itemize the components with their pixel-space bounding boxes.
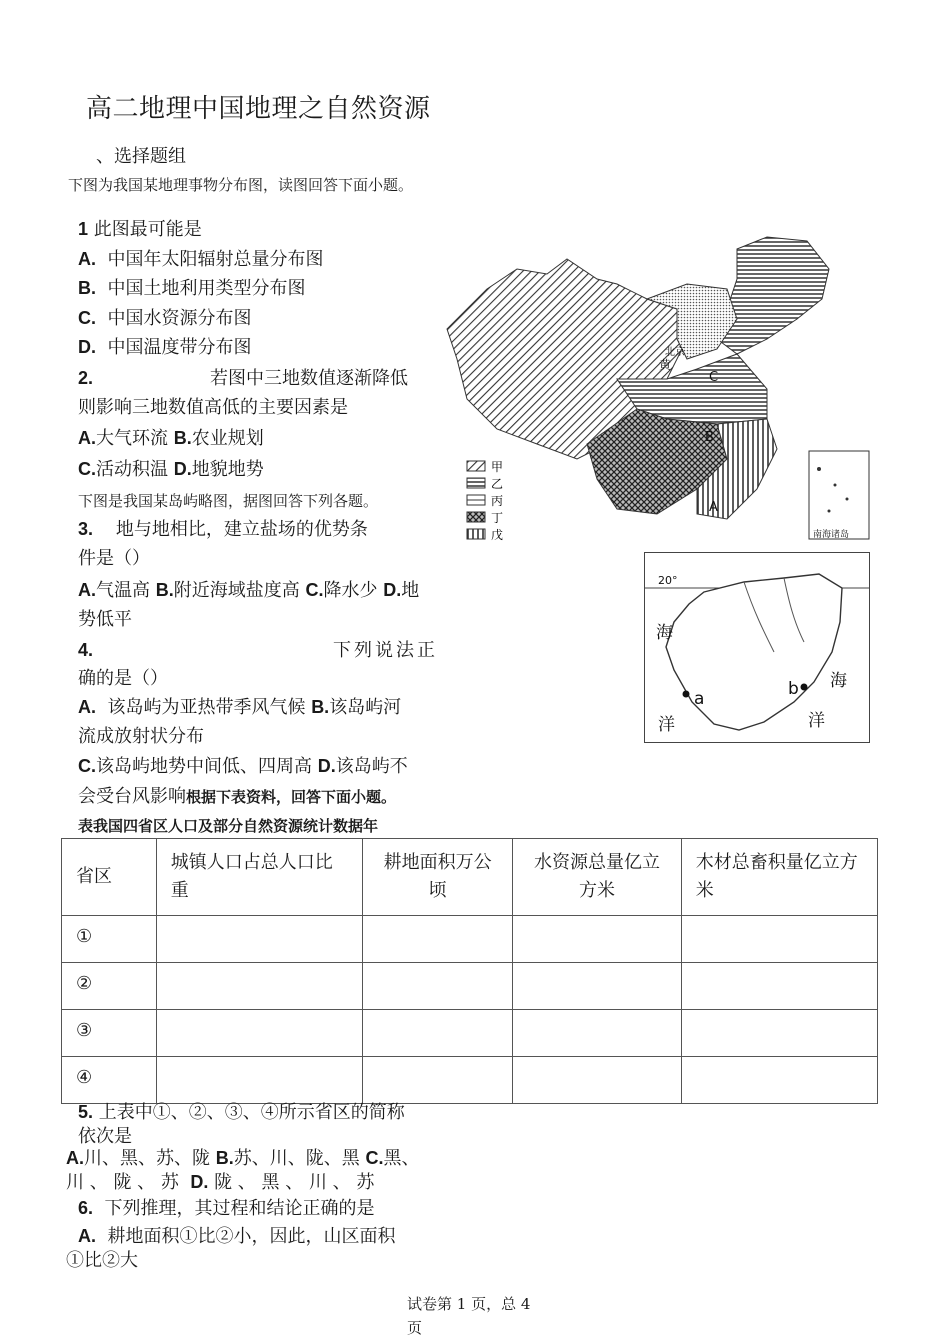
island-dot	[834, 484, 837, 487]
table-cell	[681, 1057, 877, 1104]
question-number: 3.	[78, 519, 94, 539]
question-1	[78, 215, 202, 244]
q1-option-b[interactable]	[78, 274, 305, 303]
question-number: 2.	[78, 368, 94, 388]
table-cell	[156, 963, 362, 1010]
table-header-cell: 水资源总量亿立方米	[513, 839, 681, 916]
table-cell	[513, 1010, 681, 1057]
option-key: A.	[78, 428, 96, 448]
table-cell	[513, 1057, 681, 1104]
data-table	[61, 838, 878, 1104]
question-3-stem-cont: 件是（）	[78, 548, 150, 569]
q4-options-ab[interactable]	[78, 693, 401, 722]
question-4-stem-cont: 确的是（）	[78, 668, 168, 689]
question-stem: 此图最可能是	[93, 219, 202, 240]
sea-label-left: 海	[656, 623, 673, 643]
q2-options-ab[interactable]	[78, 424, 264, 453]
option-text: 该岛屿不	[335, 756, 408, 777]
question-4-stem: 下列说法正	[333, 640, 438, 661]
legend-label: 甲	[491, 460, 504, 474]
ocean-label-left: 洋	[658, 715, 675, 735]
table-cell	[362, 1057, 512, 1104]
table-header-cell: 省区	[62, 839, 157, 916]
question-4-number	[78, 636, 93, 665]
legend-swatch-ding	[467, 512, 485, 522]
option-key: C.	[78, 756, 96, 776]
option-text: 气温高	[96, 580, 150, 601]
table-cell: ②	[62, 963, 157, 1010]
table-header-cell: 木材总畜积量亿立方米	[681, 839, 877, 916]
point-b-marker	[801, 684, 808, 691]
q6-option-a-cont: ①比②大	[66, 1250, 138, 1271]
question-stem: 地与地相比，建立盐场的优势条	[115, 519, 368, 540]
option-key: C.	[305, 580, 324, 600]
legend-swatch-wu	[467, 529, 485, 539]
intro-text-3: 根据下表资料，回答下面小题。	[186, 788, 397, 806]
table-cell: ④	[62, 1057, 157, 1104]
table-cell	[362, 916, 512, 963]
table-cell	[513, 916, 681, 963]
option-text: 地	[401, 580, 420, 601]
latitude-label: 20°	[658, 574, 678, 587]
q4-options-cd-cont	[78, 782, 396, 812]
table-cell	[681, 916, 877, 963]
option-key: B.	[155, 580, 174, 600]
question-3	[78, 515, 368, 544]
option-key: A.	[78, 580, 96, 600]
table-header-row	[62, 839, 878, 916]
question-number: 4.	[78, 640, 94, 660]
table-row	[62, 963, 878, 1010]
option-text: 降水少	[323, 580, 378, 601]
option-text: 附近海域盐度高	[173, 580, 300, 601]
option-text: 该岛屿地势中间低、四周高	[96, 756, 312, 777]
legend-swatch-jia	[467, 461, 485, 471]
q1-option-c[interactable]	[78, 304, 251, 333]
q1-option-d[interactable]	[78, 333, 251, 362]
option-key: A.	[66, 1148, 84, 1168]
question-2-stem-cont: 则影响三地数值高低的主要因素是	[78, 397, 348, 418]
intro-text-2: 下图是我国某岛屿略图，据图回答下列各题。	[78, 492, 379, 510]
table-cell	[681, 963, 877, 1010]
map-label-beijing: 北京	[665, 347, 685, 358]
legend-label: 丙	[491, 494, 504, 508]
option-key: D.	[78, 337, 96, 357]
q5-options-d[interactable]	[66, 1168, 374, 1197]
china-distribution-map	[437, 229, 871, 549]
option-key: C.	[78, 459, 96, 479]
option-key: D.	[190, 1172, 209, 1192]
table-cell: ①	[62, 916, 157, 963]
nanhai-label: 南海诸岛	[813, 530, 850, 540]
map-label-huang: 黄	[659, 358, 672, 372]
option-text: 活动积温	[96, 459, 168, 480]
option-text: 中国年太阳辐射总量分布图	[107, 249, 324, 270]
table-cell	[513, 963, 681, 1010]
option-key: D.	[173, 459, 192, 479]
point-a-label: a	[694, 689, 705, 709]
option-text: 该岛屿河	[329, 697, 402, 718]
option-key: B.	[173, 428, 192, 448]
island-dot	[817, 467, 821, 471]
option-key: C.	[365, 1148, 384, 1168]
option-text: 黑、	[383, 1148, 420, 1169]
table-row	[62, 1010, 878, 1057]
option-key: C.	[78, 308, 96, 328]
table-cell	[156, 1057, 362, 1104]
option-text: 中国土地利用类型分布图	[107, 278, 306, 299]
question-2-number	[78, 364, 93, 393]
option-text: 该岛屿为亚热带季风气候	[107, 697, 306, 718]
option-key: B.	[78, 278, 96, 298]
map-label-b: B	[705, 430, 714, 445]
table-caption: 表我国四省区人口及部分自然资源统计数据年	[78, 817, 379, 835]
legend-label: 乙	[491, 477, 504, 491]
sea-label-right: 海	[830, 671, 847, 691]
point-b-label: b	[788, 679, 799, 699]
island-sketch-map	[644, 552, 870, 743]
map-label-a: A	[709, 500, 718, 515]
page-footer: 试卷第 1 页，总 4 页	[407, 1295, 531, 1337]
option-text: 中国温度带分布图	[107, 337, 252, 358]
question-2-stem: 若图中三地数值逐渐降低	[210, 368, 408, 389]
option-text: 农业规划	[191, 428, 264, 449]
table-row	[62, 1057, 878, 1104]
legend-label: 丁	[491, 511, 504, 525]
option-key: D.	[317, 756, 336, 776]
island-dot	[828, 510, 831, 513]
option-text: 陇 、 黑 、 川 、 苏	[214, 1172, 375, 1193]
q3-options[interactable]	[78, 576, 419, 605]
page-title: 高二地理中国地理之自然资源	[86, 94, 431, 124]
option-text: 中国水资源分布图	[107, 308, 252, 329]
point-a-marker	[683, 691, 690, 698]
table-header-cell: 城镇人口占总人口比重	[156, 839, 362, 916]
question-5-stem-cont: 依次是	[78, 1126, 132, 1147]
question-6	[78, 1194, 374, 1223]
question-number: 6.	[78, 1198, 94, 1218]
option-text: 地貌地势	[191, 459, 264, 480]
table-row	[62, 916, 878, 963]
table-cell	[156, 1010, 362, 1057]
option-text: 大气环流	[96, 428, 168, 449]
q4-options-ab-cont: 流成放射状分布	[78, 726, 204, 747]
option-key: B.	[215, 1148, 234, 1168]
table-cell	[156, 916, 362, 963]
question-number: 5.	[78, 1102, 94, 1122]
intro-text-1: 下图为我国某地理事物分布图，读图回答下面小题。	[68, 176, 414, 194]
option-key: A.	[78, 249, 96, 269]
q3-options-cont: 势低平	[78, 609, 132, 630]
table-cell	[681, 1010, 877, 1057]
option-text: 川、黑、苏、陇	[84, 1148, 210, 1169]
table-cell	[362, 1010, 512, 1057]
island-dot	[846, 498, 849, 501]
q2-options-cd[interactable]	[78, 455, 264, 484]
question-stem: 上表中①、②、③、④所示省区的简称	[98, 1102, 405, 1123]
option-key: A.	[78, 1226, 96, 1246]
table-cell: ③	[62, 1010, 157, 1057]
q4-options-cd[interactable]	[78, 752, 408, 781]
option-key: B.	[311, 697, 330, 717]
table-header-cell: 耕地面积万公顷	[362, 839, 512, 916]
legend-label: 戊	[491, 528, 504, 542]
question-number: 1	[78, 219, 89, 239]
option-key: A.	[78, 697, 96, 717]
nanhai-inset	[809, 451, 869, 539]
map-label-c: C	[709, 370, 719, 385]
option-text: 会受台风影响	[78, 786, 186, 807]
section-heading: 、选择题组	[96, 146, 186, 167]
question-stem: 下列推理，其过程和结论正确的是	[104, 1198, 375, 1219]
table-cell	[362, 963, 512, 1010]
ocean-label-right: 洋	[808, 711, 825, 731]
option-text: 苏、川、陇、黑	[233, 1148, 360, 1169]
option-text: 耕地面积①比②小，因此，山区面积	[107, 1226, 396, 1247]
option-text: 川 、 陇 、 苏	[66, 1172, 179, 1193]
option-key: D.	[383, 580, 402, 600]
legend-swatch-yi	[467, 478, 485, 488]
q1-option-a[interactable]	[78, 245, 323, 274]
